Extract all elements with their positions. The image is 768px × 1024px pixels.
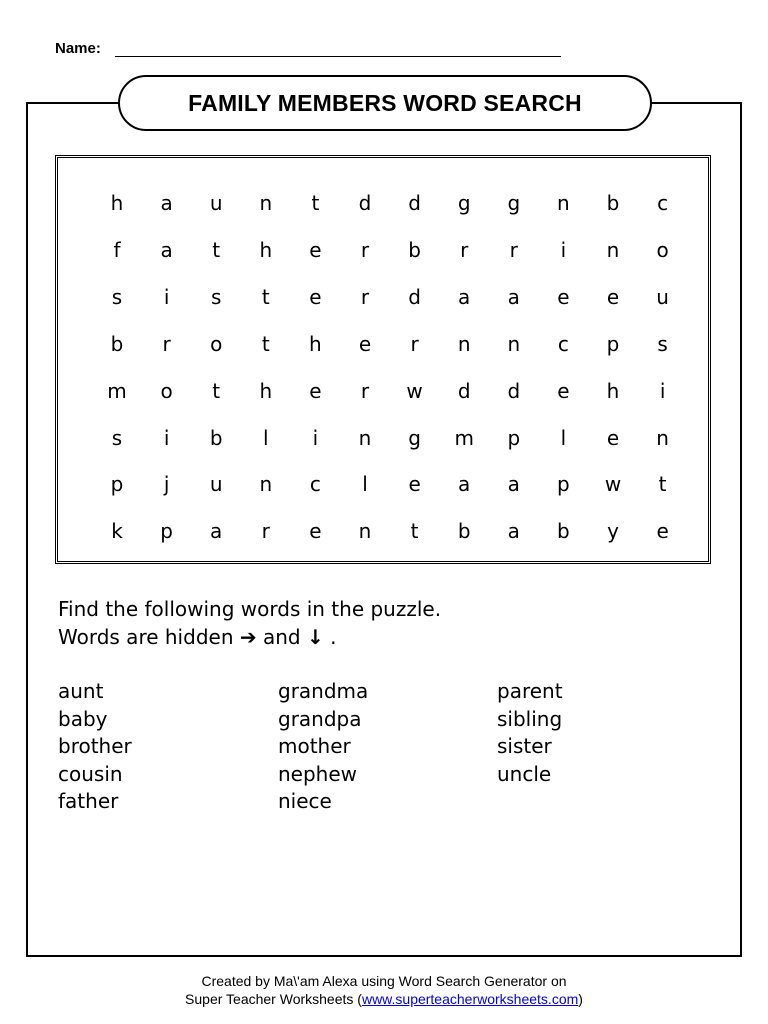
name-row [55, 38, 565, 62]
word-item: grandpa [278, 706, 362, 731]
puzzle-letter[interactable]: f [113, 237, 121, 262]
puzzle-letter[interactable]: a [458, 284, 471, 309]
footer-credit: Created by Ma\'am Alexa using Word Search Generator on [201, 973, 567, 989]
puzzle-letter[interactable]: a [210, 519, 223, 544]
puzzle-letter[interactable]: i [163, 284, 170, 309]
footer-source [0, 990, 768, 1008]
puzzle-letter[interactable]: t [261, 331, 270, 356]
instructions-line-2 [58, 623, 441, 651]
puzzle-letter[interactable]: r [509, 237, 518, 262]
puzzle-letter[interactable]: e [408, 472, 421, 497]
puzzle-letter[interactable]: a [507, 284, 520, 309]
puzzle-letter[interactable]: g [507, 191, 521, 215]
puzzle-letter[interactable]: h [309, 331, 322, 356]
puzzle-letter[interactable]: t [658, 472, 667, 497]
puzzle-letter[interactable]: h [259, 237, 273, 262]
instructions-and: and [262, 625, 301, 649]
puzzle-letter[interactable]: e [606, 284, 620, 309]
puzzle-letter[interactable]: e [309, 378, 322, 403]
puzzle-letter[interactable]: n [358, 519, 372, 544]
puzzle-letter[interactable]: e [606, 425, 620, 450]
puzzle-letter[interactable]: o [210, 331, 223, 356]
puzzle-letter[interactable]: r [410, 331, 419, 356]
word-item: niece [278, 789, 332, 813]
puzzle-letter[interactable]: n [259, 191, 273, 215]
title-banner [118, 75, 652, 131]
puzzle-letter[interactable]: e [309, 284, 322, 309]
puzzle-letter[interactable]: b [606, 191, 620, 215]
puzzle-letter[interactable]: g [457, 191, 471, 215]
puzzle-letter[interactable]: r [460, 237, 469, 262]
puzzle-letter[interactable]: r [360, 237, 370, 262]
puzzle-letter[interactable]: t [311, 191, 320, 215]
puzzle-letter[interactable]: n [259, 472, 273, 497]
puzzle-letter[interactable]: s [657, 331, 668, 356]
instructions-line-1: Find the following words in the puzzle. [58, 597, 442, 621]
word-item: grandma [278, 679, 369, 703]
footer-source-prefix: Super Teacher Worksheets ( [185, 991, 362, 1007]
footer-source-suffix: ) [578, 991, 583, 1007]
puzzle-letter[interactable]: i [560, 237, 567, 262]
arrow-right-icon: ➔ [239, 625, 257, 649]
puzzle-letter[interactable]: u [209, 472, 223, 497]
word-item: nephew [278, 761, 358, 786]
puzzle-letter[interactable]: j [163, 472, 170, 497]
puzzle-letter[interactable]: o [160, 378, 173, 403]
word-item: father [58, 789, 119, 813]
puzzle-letter[interactable]: p [110, 472, 124, 497]
puzzle-letter[interactable]: a [507, 472, 520, 497]
puzzle-grid-box [55, 155, 711, 564]
instructions-prefix: Words are hidden [58, 625, 234, 649]
puzzle-letter[interactable]: e [309, 519, 322, 544]
puzzle-letter[interactable]: d [457, 378, 471, 403]
puzzle-letter[interactable]: t [212, 237, 221, 262]
instructions-period: . [330, 625, 337, 649]
puzzle-letter[interactable]: y [607, 519, 619, 544]
puzzle-letter[interactable]: t [212, 378, 221, 403]
name-label: Name: [55, 40, 101, 57]
puzzle-letter[interactable]: m [107, 378, 127, 403]
puzzle-letter[interactable]: l [560, 425, 567, 450]
puzzle-letter[interactable]: e [309, 237, 322, 262]
puzzle-letter[interactable]: u [656, 284, 669, 309]
puzzle-letter[interactable]: c [657, 191, 669, 215]
word-list-column-1 [58, 678, 132, 816]
puzzle-letter[interactable]: i [312, 425, 319, 450]
puzzle-letter[interactable]: d [358, 191, 372, 215]
puzzle-letter[interactable]: p [557, 472, 570, 497]
puzzle-letter[interactable]: r [360, 378, 370, 403]
puzzle-letter[interactable]: i [163, 425, 170, 450]
word-item: brother [58, 734, 132, 758]
puzzle-letter[interactable]: s [111, 425, 123, 450]
puzzle-letter[interactable]: k [111, 519, 123, 544]
puzzle-letter[interactable]: d [408, 284, 421, 309]
puzzle-letter[interactable]: b [110, 331, 124, 356]
puzzle-letter[interactable]: i [659, 378, 666, 403]
puzzle-letter[interactable]: e [358, 331, 372, 356]
puzzle-letter[interactable]: t [261, 284, 270, 309]
puzzle-letter[interactable]: l [263, 425, 269, 450]
puzzle-letter[interactable]: p [606, 331, 620, 356]
instructions [58, 595, 441, 651]
puzzle-letter[interactable]: e [557, 378, 570, 403]
footer-link[interactable]: www.superteacherworksheets.com [361, 991, 579, 1007]
puzzle-letter[interactable]: c [557, 331, 569, 356]
puzzle-letter[interactable]: w [406, 378, 423, 403]
puzzle-letter[interactable]: u [209, 191, 223, 215]
arrow-down-icon: ↓ [306, 625, 324, 649]
puzzle-letter[interactable]: d [507, 378, 521, 403]
puzzle-letter[interactable]: d [408, 191, 421, 215]
puzzle-letter[interactable]: r [162, 331, 171, 356]
puzzle-grid [58, 158, 708, 561]
puzzle-letter[interactable]: b [408, 237, 421, 262]
word-list-column-3 [497, 678, 563, 788]
puzzle-letter[interactable]: n [358, 425, 372, 450]
puzzle-letter[interactable]: h [606, 378, 620, 403]
puzzle-letter[interactable]: n [656, 425, 669, 450]
puzzle-letter[interactable]: s [210, 284, 222, 309]
puzzle-letter[interactable]: a [507, 519, 520, 544]
word-item: parent [497, 679, 563, 703]
puzzle-letter[interactable]: t [410, 519, 419, 544]
puzzle-letter[interactable]: s [111, 284, 123, 309]
puzzle-letter[interactable]: l [362, 472, 368, 497]
puzzle-letter[interactable]: a [160, 191, 173, 215]
puzzle-letter[interactable]: a [458, 472, 471, 497]
puzzle-letter[interactable]: p [507, 425, 521, 450]
word-item: sister [497, 734, 552, 758]
puzzle-letter[interactable]: b [209, 425, 223, 450]
puzzle-letter[interactable]: w [604, 472, 622, 497]
name-line[interactable] [115, 56, 561, 57]
page-title: FAMILY MEMBERS WORD SEARCH [188, 89, 582, 116]
puzzle-letter[interactable]: n [507, 331, 521, 356]
puzzle-letter[interactable]: b [457, 519, 471, 544]
puzzle-letter[interactable]: r [261, 519, 270, 544]
word-item: aunt [58, 679, 104, 703]
puzzle-letter[interactable]: e [557, 284, 570, 309]
puzzle-letter[interactable]: m [454, 425, 474, 450]
word-list-column-2 [278, 678, 368, 816]
word-item: sibling [497, 706, 563, 731]
puzzle-letter[interactable]: e [656, 519, 669, 544]
word-item: uncle [497, 761, 552, 786]
puzzle-letter[interactable]: c [309, 472, 321, 497]
puzzle-letter[interactable]: n [606, 237, 620, 262]
word-item: baby [58, 706, 108, 731]
puzzle-letter[interactable]: r [360, 284, 370, 309]
puzzle-letter[interactable]: g [408, 425, 421, 450]
puzzle-letter[interactable]: h [259, 378, 273, 403]
puzzle-letter[interactable]: p [160, 519, 173, 544]
puzzle-letter[interactable]: n [557, 191, 570, 215]
puzzle-letter[interactable]: o [656, 237, 669, 262]
word-item: mother [278, 734, 351, 758]
word-item: cousin [58, 761, 123, 786]
puzzle-letter[interactable]: n [457, 331, 471, 356]
footer [0, 972, 768, 1008]
puzzle-letter[interactable]: b [557, 519, 570, 544]
puzzle-letter[interactable]: a [160, 237, 173, 262]
puzzle-letter[interactable]: h [110, 191, 124, 215]
